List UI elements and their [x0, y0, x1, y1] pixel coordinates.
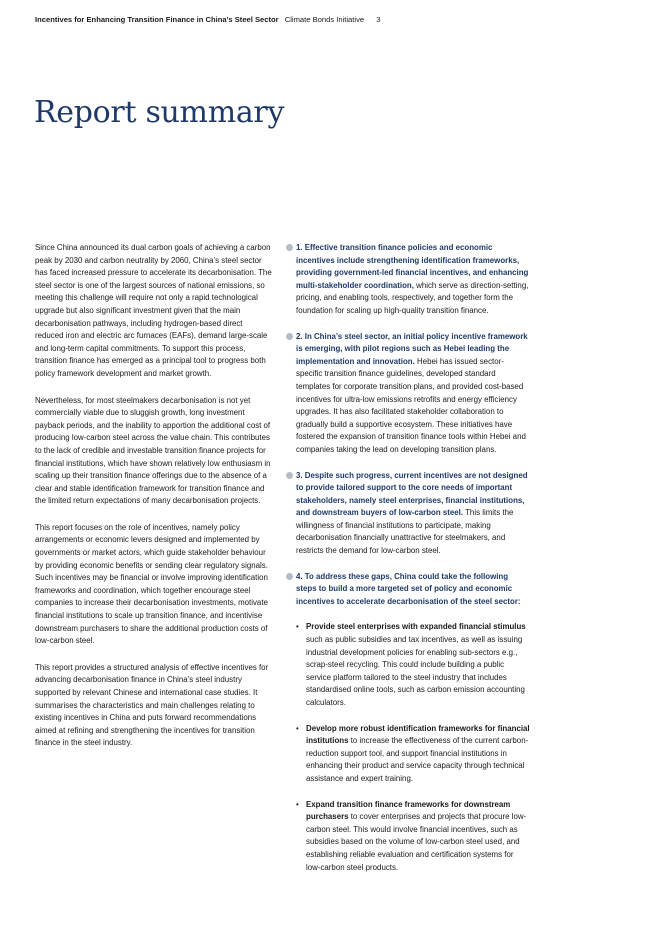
key-point-1 [286, 242, 530, 318]
recommendation-text: to increase the effectiveness of the current carbon-reduction support tool, and support financial institutions in enhancing their product and service capacity through technical assistance and expert training. [306, 736, 529, 783]
recommendation-item-1 [286, 621, 530, 709]
intro-paragraph-2: Nevertheless, for most steelmakers decarbonisation is not yet commercially viable due to sluggish growth, long investment payback periods, and the inability to apportion the additional cost of producing low-carbon steel across the value chain. This contributes to the lack of credible and investable transition finance projects for financial institutions, which have shown relatively low enthusiasm in scaling up their transition finance offerings due to the absence of a clear and stable identification framework for transition finance and the limited return expectations of many decarbonisation projects. [35, 395, 271, 506]
bullet-icon: • [296, 622, 299, 632]
bullet-dot-icon [286, 573, 293, 580]
recommendation-bold: Develop more robust identification frameworks for financial institutions [306, 723, 530, 746]
running-header [35, 15, 380, 24]
key-point-3 [286, 470, 530, 558]
report-title-header: Incentives for Enhancing Transition Finance in China’s Steel Sector [35, 15, 279, 24]
recommendation-bold: Expand transition finance frameworks for downstream purchasers [306, 799, 511, 822]
left-column [35, 242, 273, 764]
intro-paragraph-4: This report provides a structured analysis of effective incentives for advancing decarbonisation finance in China’s steel industry supported by relevant Chinese and international case studies. It summarises the characteristics and main challenges relating to existing incentives in China and puts forward recommendations aimed at refining and strengthening the incentives for transition finance in the steel industry. [35, 662, 269, 748]
recommendation-item-2 [286, 723, 530, 786]
recommendation-text: to cover enterprises and projects that procure low-carbon steel. This would involve financial incentives, such as subsidies based on the volume of low-carbon steel used, and establishing reliable evaluation and certification systems for low-carbon steel products. [306, 812, 527, 872]
recommendation-item-3 [286, 799, 530, 875]
intro-paragraph-3: This report focuses on the role of incentives, namely policy arrangements or economic levers designed and implemented by governments or market actors, which guide stakeholder behaviour by providing economic benefits or sending clear regulatory signals. Such incentives may be financial or involve improving identification frameworks and coordination, which together encourage steel companies to increase their decarbonisation investments, motivate financial institutions to scale up transition finance, and incentivise downstream purchasers to share the additional production costs of low-carbon steel. [35, 522, 268, 646]
bullet-dot-icon [286, 244, 293, 251]
intro-paragraph-1: Since China announced its dual carbon goals of achieving a carbon peak by 2030 and carbon neutrality by 2060, China’s steel sector has faced increased pressure to accelerate its decarbonisation. The steel sector is one of the largest sources of national emissions, so meeting this challenge will require not only a rapid technological upgrade but also significant investment given that the main decarbonisation pathways, including hydrogen-based direct reduced iron and electric arc furnaces (EAFs), demand large-scale and long-term capital commitments. To support this process, transition finance has emerged as a principal tool to progress both policy framework development and market growth. [35, 243, 272, 378]
key-point-highlight: 4. To address these gaps, China could take the following steps to build a more targeted set of policy and economic incentives to accelerate decarbonisation of the steel sector: [296, 571, 521, 606]
right-column [286, 242, 530, 887]
bullet-dot-icon [286, 333, 293, 340]
recommendation-bold: Provide steel enterprises with expanded financial stimulus [306, 622, 526, 632]
bullet-icon: • [296, 723, 299, 733]
organisation-name: Climate Bonds Initiative [284, 15, 365, 24]
key-point-highlight: 1. Effective transition finance policies and economic incentives include strengthening identification frameworks, providing government-led financial incentives, and enhancing multi-stakeholder coordination, [296, 243, 529, 290]
recommendation-text: such as public subsidies and tax incentives, as well as issuing industrial development policies for enabling sub-sectors e.g., scrap-steel recycling. This could include building a public service platform tailored to the steel industry that includes standardised online tools, such as carbon emission accounting calculators. [306, 635, 525, 707]
page-title: Report summary [34, 95, 285, 130]
key-point-4 [286, 571, 530, 609]
bullet-dot-icon [286, 472, 293, 479]
key-point-text: Hebei has issued sector-specific transition finance guidelines, developed standard templates for corporate transition plans, and provided cost-based incentives for ultra-low emissions retrofits and energy efficiency upgrades. It has also facilitated stakeholder collaboration to gradually build a supportive ecosystem. These initiatives have fostered the expansion of transition finance tools within Hebei and companies taking the lead on developing transition plans. [296, 356, 526, 454]
key-point-highlight: 2. In China’s steel sector, an initial policy incentive framework is emerging, with pilot regions such as Hebei leading the implementation and innovation. [296, 331, 528, 366]
key-point-highlight: 3. Despite such progress, current incentives are not designed to provide tailored support to the core needs of important stakeholders, namely steel enterprises, financial institutions, and downstream buyers of low-carbon steel. [296, 470, 528, 518]
key-point-text: This limits the willingness of financial institutions to participate, making decarbonisation financially unattractive for steelmakers, and restricts the demand for low-carbon steel. [296, 508, 514, 556]
page-number: 3 [376, 15, 381, 24]
key-point-2 [286, 331, 530, 457]
bullet-icon: • [296, 799, 299, 809]
key-point-text: which serve as direction-setting, pricing, and enabling tools, respectively, and together form the foundation for scaling up high-quality transition finance. [296, 280, 529, 315]
